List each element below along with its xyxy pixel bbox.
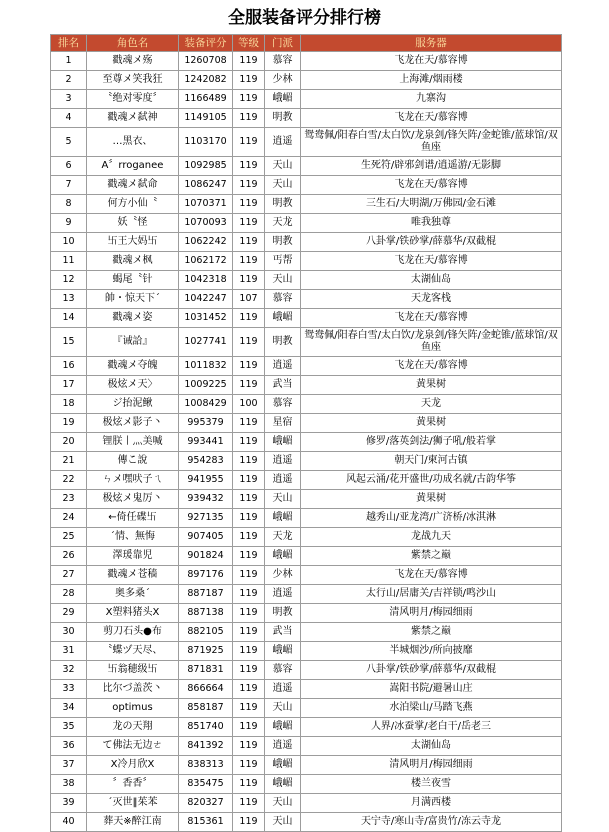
table-row	[51, 642, 562, 661]
server-cell: 紫禁之巅	[301, 623, 562, 642]
name-cell: 何方小仙〝	[87, 195, 179, 214]
server-cell: 飞龙在天/慕容博	[301, 109, 562, 128]
name-cell: …黑衣、	[87, 128, 179, 157]
score-cell: 1009225	[179, 376, 233, 395]
score-cell: 1011832	[179, 357, 233, 376]
table-row	[51, 794, 562, 813]
name-cell: 澤瑗靠児	[87, 547, 179, 566]
level-cell: 119	[233, 775, 265, 794]
level-cell: 119	[233, 661, 265, 680]
rank-cell: 35	[51, 718, 87, 737]
server-cell: 清风明月/梅园细雨	[301, 604, 562, 623]
rank-cell: 38	[51, 775, 87, 794]
score-cell: 1062242	[179, 233, 233, 252]
rank-cell: 13	[51, 290, 87, 309]
level-cell: 119	[233, 357, 265, 376]
score-cell: 1027741	[179, 328, 233, 357]
rank-cell: 40	[51, 813, 87, 832]
level-cell: 119	[233, 109, 265, 128]
header-rank[interactable]: 排名	[51, 35, 87, 52]
table-row	[51, 109, 562, 128]
server-cell: 越秀山/亚龙湾/广济桥/冰淇淋	[301, 509, 562, 528]
name-cell: 戳魂メ殇	[87, 52, 179, 71]
rank-cell: 26	[51, 547, 87, 566]
server-cell: 三生石/大明湖/万佛园/金石滩	[301, 195, 562, 214]
sect-cell: 天山	[265, 794, 301, 813]
table-row	[51, 452, 562, 471]
server-cell: 太湖仙岛	[301, 271, 562, 290]
name-cell: 剪刀石头●布	[87, 623, 179, 642]
header-level[interactable]: 等级	[233, 35, 265, 52]
rank-cell: 32	[51, 661, 87, 680]
page-title: 全服装备评分排行榜	[228, 8, 381, 28]
name-cell: 『诫詥』	[87, 328, 179, 357]
level-cell: 119	[233, 813, 265, 832]
score-cell: 1086247	[179, 176, 233, 195]
name-cell: ˊ灭世‖茱苯	[87, 794, 179, 813]
sect-cell: 少林	[265, 566, 301, 585]
name-cell: Ⅹ塑料猪头Ⅹ	[87, 604, 179, 623]
score-cell: 939432	[179, 490, 233, 509]
table-body	[51, 52, 562, 832]
level-cell: 119	[233, 642, 265, 661]
level-cell: 119	[233, 490, 265, 509]
table-row	[51, 71, 562, 90]
server-cell: 飞龙在天/慕容博	[301, 309, 562, 328]
header-score[interactable]: 装备评分	[179, 35, 233, 52]
level-cell: 119	[233, 604, 265, 623]
sect-cell: 峨嵋	[265, 756, 301, 775]
rank-cell: 29	[51, 604, 87, 623]
table-row	[51, 328, 562, 357]
table-row	[51, 604, 562, 623]
rank-cell: 37	[51, 756, 87, 775]
server-cell: 天宁寺/寒山寺/富贵竹/冻云寺龙	[301, 813, 562, 832]
name-cell: 傳こ說	[87, 452, 179, 471]
level-cell: 119	[233, 233, 265, 252]
rank-cell: 23	[51, 490, 87, 509]
sect-cell: 逍遥	[265, 471, 301, 490]
level-cell: 119	[233, 623, 265, 642]
score-cell: 858187	[179, 699, 233, 718]
table-row	[51, 737, 562, 756]
server-cell: 九寨沟	[301, 90, 562, 109]
rank-cell: 1	[51, 52, 87, 71]
rank-cell: 21	[51, 452, 87, 471]
level-cell: 119	[233, 214, 265, 233]
name-cell: 〝绝对零度〞	[87, 90, 179, 109]
sect-cell: 明教	[265, 109, 301, 128]
score-cell: 1008429	[179, 395, 233, 414]
score-cell: 1062172	[179, 252, 233, 271]
name-cell: 戳魂メ姿	[87, 309, 179, 328]
server-cell: 飞龙在天/慕容博	[301, 176, 562, 195]
rank-cell: 39	[51, 794, 87, 813]
level-cell: 119	[233, 376, 265, 395]
table-row	[51, 528, 562, 547]
server-cell: 鸳鸯佩/阳春白雪/太白饮/龙泉剑/锋矢阵/金蛇锥/蓝球馆/双鱼座	[301, 128, 562, 157]
name-cell: 比尔づ盖茨丶	[87, 680, 179, 699]
rank-cell: 14	[51, 309, 87, 328]
score-cell: 841392	[179, 737, 233, 756]
name-cell: 卐王大妈卐	[87, 233, 179, 252]
rank-cell: 27	[51, 566, 87, 585]
table-row	[51, 376, 562, 395]
sect-cell: 逍遥	[265, 585, 301, 604]
name-cell: 锂朕丨灬美喊	[87, 433, 179, 452]
sect-cell: 逍遥	[265, 452, 301, 471]
sect-cell: 明教	[265, 195, 301, 214]
score-cell: 1031452	[179, 309, 233, 328]
rank-cell: 17	[51, 376, 87, 395]
sect-cell: 慕容	[265, 661, 301, 680]
sect-cell: 峨嵋	[265, 509, 301, 528]
level-cell: 119	[233, 52, 265, 71]
table-row	[51, 699, 562, 718]
table-row	[51, 128, 562, 157]
server-cell: 楼兰夜雪	[301, 775, 562, 794]
name-cell: 戳魂メ弑命	[87, 176, 179, 195]
rank-cell: 8	[51, 195, 87, 214]
server-cell: 嵩阳书院/避暑山庄	[301, 680, 562, 699]
level-cell: 119	[233, 157, 265, 176]
sect-cell: 天山	[265, 271, 301, 290]
server-cell: 太湖仙岛	[301, 737, 562, 756]
sect-cell: 峨嵋	[265, 309, 301, 328]
rank-cell: 34	[51, 699, 87, 718]
rank-cell: 18	[51, 395, 87, 414]
name-cell: 极炫メ影子丶	[87, 414, 179, 433]
name-cell: 戳魂メ弑神	[87, 109, 179, 128]
sect-cell: 峨嵋	[265, 775, 301, 794]
server-cell: 水泊梁山/马踏飞燕	[301, 699, 562, 718]
score-cell: 887187	[179, 585, 233, 604]
sect-cell: 明教	[265, 233, 301, 252]
server-cell: 飞龙在天/慕容博	[301, 52, 562, 71]
rank-cell: 6	[51, 157, 87, 176]
score-cell: 838313	[179, 756, 233, 775]
level-cell: 119	[233, 528, 265, 547]
rank-cell: 11	[51, 252, 87, 271]
sect-cell: 丐帮	[265, 252, 301, 271]
server-cell: 唯我独尊	[301, 214, 562, 233]
server-cell: 风起云涌/花开盛世/功成名就/古韵华筝	[301, 471, 562, 490]
level-cell: 119	[233, 585, 265, 604]
sect-cell: 逍遥	[265, 737, 301, 756]
score-cell: 1042247	[179, 290, 233, 309]
score-cell: 1242082	[179, 71, 233, 90]
rank-cell: 19	[51, 414, 87, 433]
score-cell: 871925	[179, 642, 233, 661]
score-cell: 995379	[179, 414, 233, 433]
table-row	[51, 433, 562, 452]
level-cell: 119	[233, 547, 265, 566]
score-cell: 1070093	[179, 214, 233, 233]
server-cell: 飞龙在天/慕容博	[301, 566, 562, 585]
rank-cell: 9	[51, 214, 87, 233]
sect-cell: 慕容	[265, 290, 301, 309]
rank-cell: 4	[51, 109, 87, 128]
sect-cell: 峨嵋	[265, 547, 301, 566]
sect-cell: 峨嵋	[265, 718, 301, 737]
table-row	[51, 90, 562, 109]
rank-cell: 25	[51, 528, 87, 547]
ranking-table	[50, 34, 562, 832]
server-cell: 黄果树	[301, 376, 562, 395]
server-cell: 清风明月/梅园细雨	[301, 756, 562, 775]
server-cell: 龙战九天	[301, 528, 562, 547]
table-row	[51, 718, 562, 737]
name-cell: ˊ情、無悔	[87, 528, 179, 547]
table-row	[51, 395, 562, 414]
table-row	[51, 176, 562, 195]
score-cell: 1092985	[179, 157, 233, 176]
sect-cell: 天山	[265, 490, 301, 509]
table-header-row	[51, 35, 562, 52]
header-name[interactable]: 角色名	[87, 35, 179, 52]
sect-cell: 逍遥	[265, 128, 301, 157]
score-cell: 954283	[179, 452, 233, 471]
name-cell: 奥多桑ˊ	[87, 585, 179, 604]
score-cell: 1042318	[179, 271, 233, 290]
sect-cell: 少林	[265, 71, 301, 90]
rank-cell: 28	[51, 585, 87, 604]
level-cell: 119	[233, 309, 265, 328]
sect-cell: 明教	[265, 328, 301, 357]
score-cell: 1149105	[179, 109, 233, 128]
table-row	[51, 756, 562, 775]
table-row	[51, 775, 562, 794]
rank-cell: 20	[51, 433, 87, 452]
table-row	[51, 509, 562, 528]
level-cell: 119	[233, 128, 265, 157]
rank-cell: 15	[51, 328, 87, 357]
name-cell: 极炫メ鬼厉丶	[87, 490, 179, 509]
rank-cell: 3	[51, 90, 87, 109]
rank-cell: 36	[51, 737, 87, 756]
server-cell: 天龙客栈	[301, 290, 562, 309]
name-cell: Ⅹ冷月欣Ⅹ	[87, 756, 179, 775]
rank-cell: 22	[51, 471, 87, 490]
server-cell: 修罗/落英剑法/狮子吼/般若掌	[301, 433, 562, 452]
level-cell: 119	[233, 718, 265, 737]
level-cell: 119	[233, 794, 265, 813]
table-row	[51, 52, 562, 71]
server-cell: 生死符/辟邪剑谱/逍遥游/无影脚	[301, 157, 562, 176]
table-row	[51, 471, 562, 490]
server-cell: 月满西楼	[301, 794, 562, 813]
score-cell: 993441	[179, 433, 233, 452]
rank-cell: 12	[51, 271, 87, 290]
sect-cell: 天山	[265, 176, 301, 195]
sect-cell: 天山	[265, 699, 301, 718]
name-cell: 极炫メ天〉	[87, 376, 179, 395]
score-cell: 1260708	[179, 52, 233, 71]
sect-cell: 天龙	[265, 214, 301, 233]
sect-cell: 明教	[265, 604, 301, 623]
score-cell: 882105	[179, 623, 233, 642]
name-cell: 戳魂メ苍穑	[87, 566, 179, 585]
name-cell: 〝蝶ヅ天尽、	[87, 642, 179, 661]
level-cell: 119	[233, 737, 265, 756]
level-cell: 119	[233, 699, 265, 718]
sect-cell: 逍遥	[265, 680, 301, 699]
table-row	[51, 813, 562, 832]
level-cell: 119	[233, 566, 265, 585]
level-cell: 119	[233, 252, 265, 271]
score-cell: 907405	[179, 528, 233, 547]
header-server[interactable]: 服务器	[301, 35, 562, 52]
score-cell: 1070371	[179, 195, 233, 214]
name-cell: 蝎尾〝针	[87, 271, 179, 290]
header-sect[interactable]: 门派	[265, 35, 301, 52]
score-cell: 1103170	[179, 128, 233, 157]
score-cell: 871831	[179, 661, 233, 680]
rank-cell: 10	[51, 233, 87, 252]
sect-cell: 武当	[265, 623, 301, 642]
server-cell: 上海滩/烟雨楼	[301, 71, 562, 90]
name-cell: 卐翁穂级卐	[87, 661, 179, 680]
score-cell: 866664	[179, 680, 233, 699]
score-cell: 1166489	[179, 90, 233, 109]
table-row	[51, 623, 562, 642]
rank-cell: 2	[51, 71, 87, 90]
sect-cell: 慕容	[265, 395, 301, 414]
table-row	[51, 290, 562, 309]
level-cell: 119	[233, 271, 265, 290]
name-cell: 龙の天翔	[87, 718, 179, 737]
score-cell: 941955	[179, 471, 233, 490]
sect-cell: 慕容	[265, 52, 301, 71]
level-cell: 119	[233, 195, 265, 214]
name-cell: 戳魂メ枫	[87, 252, 179, 271]
level-cell: 119	[233, 433, 265, 452]
sect-cell: 峨嵋	[265, 642, 301, 661]
server-cell: 鸳鸯佩/阳春白雪/太白饮/龙泉剑/锋矢阵/金蛇锥/蓝球馆/双鱼座	[301, 328, 562, 357]
level-cell: 119	[233, 680, 265, 699]
server-cell: 天龙	[301, 395, 562, 414]
rank-cell: 31	[51, 642, 87, 661]
server-cell: 八卦掌/铁砂掌/薛慕华/双截棍	[301, 661, 562, 680]
score-cell: 815361	[179, 813, 233, 832]
level-cell: 119	[233, 452, 265, 471]
table-row	[51, 357, 562, 376]
score-cell: 887138	[179, 604, 233, 623]
score-cell: 835475	[179, 775, 233, 794]
score-cell: 927135	[179, 509, 233, 528]
name-cell: ㄣメ嘿吠子ㄟ	[87, 471, 179, 490]
table-row	[51, 547, 562, 566]
server-cell: 太行山/居庸关/吉祥锁/鸣沙山	[301, 585, 562, 604]
sect-cell: 天山	[265, 157, 301, 176]
table-row	[51, 214, 562, 233]
name-cell: 〞香香〞	[87, 775, 179, 794]
rank-cell: 33	[51, 680, 87, 699]
server-cell: 飞龙在天/慕容博	[301, 357, 562, 376]
level-cell: 119	[233, 414, 265, 433]
level-cell: 107	[233, 290, 265, 309]
level-cell: 119	[233, 328, 265, 357]
table-row	[51, 414, 562, 433]
sect-cell: 武当	[265, 376, 301, 395]
score-cell: 820327	[179, 794, 233, 813]
score-cell: 901824	[179, 547, 233, 566]
rank-cell: 24	[51, 509, 87, 528]
level-cell: 119	[233, 756, 265, 775]
name-cell: A〞rroganee	[87, 157, 179, 176]
server-cell: 紫禁之巅	[301, 547, 562, 566]
sect-cell: 逍遥	[265, 357, 301, 376]
rank-cell: 7	[51, 176, 87, 195]
table-row	[51, 309, 562, 328]
server-cell: 八卦掌/铁砂掌/薛慕华/双截棍	[301, 233, 562, 252]
server-cell: 半城烟沙/所向披靡	[301, 642, 562, 661]
server-cell: 飞龙在天/慕容博	[301, 252, 562, 271]
name-cell: 戳魂メ夺魄	[87, 357, 179, 376]
name-cell: ←倚任碟卐	[87, 509, 179, 528]
sect-cell: 峨嵋	[265, 433, 301, 452]
table-row	[51, 490, 562, 509]
sect-cell: 星宿	[265, 414, 301, 433]
table-row	[51, 233, 562, 252]
sect-cell: 天山	[265, 813, 301, 832]
level-cell: 119	[233, 71, 265, 90]
table-row	[51, 661, 562, 680]
name-cell: ジ抬泥鳅	[87, 395, 179, 414]
score-cell: 897176	[179, 566, 233, 585]
level-cell: 119	[233, 509, 265, 528]
rank-cell: 30	[51, 623, 87, 642]
name-cell: 葬天※醉江南	[87, 813, 179, 832]
name-cell: 至尊メ笑我狂	[87, 71, 179, 90]
server-cell: 朝天门/柬河古镇	[301, 452, 562, 471]
name-cell: 妖〝怪	[87, 214, 179, 233]
sect-cell: 峨嵋	[265, 90, 301, 109]
table-row	[51, 271, 562, 290]
rank-cell: 16	[51, 357, 87, 376]
sect-cell: 天龙	[265, 528, 301, 547]
name-cell: て佛法无边ㄜ	[87, 737, 179, 756]
table-row	[51, 566, 562, 585]
rank-cell: 5	[51, 128, 87, 157]
level-cell: 119	[233, 176, 265, 195]
name-cell: 帥・惊天下ˊ	[87, 290, 179, 309]
server-cell: 黄果树	[301, 490, 562, 509]
level-cell: 100	[233, 395, 265, 414]
table-row	[51, 195, 562, 214]
table-row	[51, 252, 562, 271]
level-cell: 119	[233, 471, 265, 490]
server-cell: 黄果树	[301, 414, 562, 433]
table-row	[51, 585, 562, 604]
table-row	[51, 680, 562, 699]
score-cell: 851740	[179, 718, 233, 737]
name-cell: optimus	[87, 699, 179, 718]
level-cell: 119	[233, 90, 265, 109]
table-row	[51, 157, 562, 176]
server-cell: 人界/冰蚕掌/老白干/岳老三	[301, 718, 562, 737]
